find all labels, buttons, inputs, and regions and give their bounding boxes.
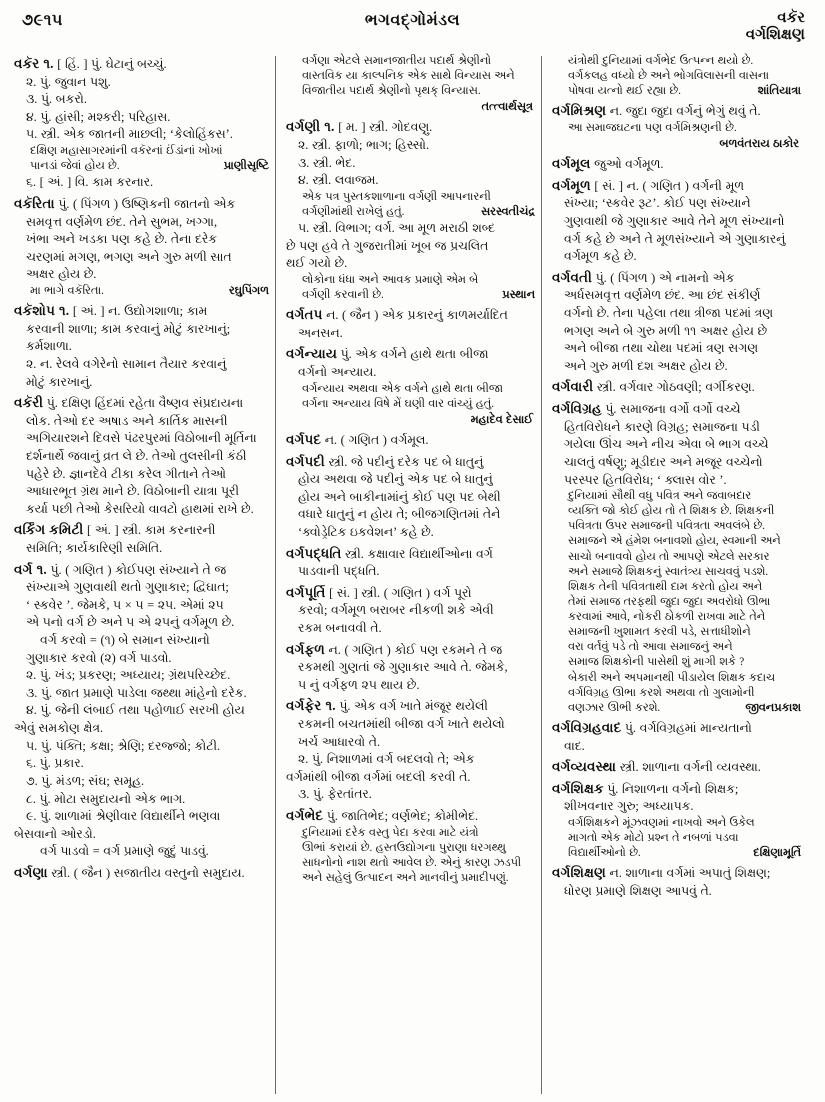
quotation-line: [14, 284, 269, 299]
quotation-line: પવિત્રતા ઉપર સમાજની પવિત્રતા અવલંબે છે.: [568, 520, 765, 533]
entry-line: સમિતિ; કાર્યકારિણી સમિતિ.: [26, 541, 163, 555]
running-head: [10, 8, 815, 54]
headword-line: વકૅરી પું. દક્ષિણ હિંદમાં રહેતા વૈષ્ણવ સંપ્રદાયના: [14, 395, 244, 411]
headword-line: વર્ગતપ ન. ( જૈન ) એક પ્રકારનું કાળમર્યાદિત: [286, 307, 508, 323]
quotation-text: વર્ગણીમાંથી રાખેલું હતું.: [302, 205, 405, 218]
headword-line: વર્ગવારી સ્ત્રી. વર્ગવાર ગોઠવણી; વર્ગીકરણ.: [552, 379, 755, 395]
sense-line: ૨. પું. જુવાન પશુ.: [26, 74, 111, 89]
entry-line: સંખ્યા; ‘સ્કવેર રૂટ’. કોઈ પણ સંખ્યાને: [564, 196, 751, 211]
quotation-text: વર્ગણી કરવાની છે.: [302, 289, 384, 302]
quotation-line: માગતો એક મોટો પ્રશ્ન તે નબળાં પડવા: [568, 832, 739, 845]
sense-line: ૨. પું. ખંડ; પ્રકરણ; અધ્યાય; ગ્રંથપરિચ્છેદ.: [26, 668, 231, 683]
quotation-line: વર્ગન્યાય અથવા એક વર્ગને હાથે થતા બીજા: [302, 382, 503, 395]
entry-line: રકમ બનાવવી તે.: [298, 620, 382, 635]
quotation-line: વિજાતીય પદાર્થ શ્રેણીનો પૃથક્ વિન્યાસ.: [302, 85, 481, 98]
entry-line: દર્શનાર્થે જવાનું વ્રત લે છે. તેઓ તુલસીની કંઠી: [26, 448, 247, 463]
sense-line: ૩. પું. બકરો.: [26, 92, 87, 107]
entry-line: ચાલતું વર્ષણુ; મૂડીદાર અને મજૂર વચ્ચેનો: [564, 454, 763, 469]
headword-line: વકૅશોપ ૧. [ અં. ] ન. ઉદ્યોગશાળા; કામ: [14, 303, 208, 319]
catchword-block: [746, 10, 805, 45]
sense-line: ૬. [ અં. ] વિ. કામ કરનાર.: [26, 175, 154, 190]
quotation-line: દક્ષિણ મહાસાગરમાંની વકૅરનાં ઈંડાંનાં ખોખાં: [30, 145, 223, 158]
entry-vakarita: [14, 194, 269, 299]
quotation-line: તેમાં સમાજ તરફથી જુદા જુદા અવરોધો ઊભા: [568, 595, 771, 608]
headword-line: વર્ગપદ ન. ( ગણિત ) વર્ગમૂલ.: [286, 431, 429, 447]
entry-line: ખર્ચ આધારવો તે.: [298, 734, 381, 749]
headword-line: વર્ગપૂર્તિ [ સં. ] સ્ત્રી. ( ગણિત ) વર્ગ પૂરો: [286, 584, 472, 600]
sense-line: ૭. પું. મંડળ; સંઘ; સમૂહ.: [26, 773, 145, 788]
quotation-line: વર્ગણા એટલે સમાનજાતીય પદાર્થ શ્રેણીનો: [302, 55, 492, 67]
sense-line: ૪. સ્ત્રી. લવાજમ.: [298, 173, 379, 188]
quotation-line: [286, 288, 535, 303]
quotation-line: વાસ્તવિક યા કાલ્પનિક એક સાથે વિન્યાસ અને: [302, 70, 515, 83]
source-citation: પ્રાણીસૃષ્ટિ: [223, 160, 269, 173]
headword-line: વર્ગભેદ પું. જાતિભેદ; વર્ણભેદ; કોમીભેદ.: [286, 808, 479, 824]
quotation-line: વર્ગના અન્યાય વિષે મેં ઘણી વાર વાંચ્યું હતું.: [302, 397, 495, 410]
entry-line: વાદ.: [564, 738, 585, 753]
quotation-line: વરા વર્તવું પડે તો આવા સમાજનું અને: [568, 641, 733, 654]
column-middle: [276, 54, 541, 1094]
source-citation: તત્ત્વાર્થસૂત્ર: [481, 101, 533, 114]
quotation-line: વર્ગકલહ વધ્યો છે અને ભોગવિલાસની વાસના: [568, 70, 770, 83]
entry-line: ભગણ અને બે ગુરુ મળી ૧૧ અક્ષર હોય છે: [564, 323, 768, 338]
entry-line: ‘ સ્કવેર ’. જેમકે, ૫ × ૫ = ૨૫. એમાં ૨૫: [26, 597, 224, 612]
sense-line: ૨. સ્ત્રી. ફાળો; ભાગ; હિસ્સો.: [298, 138, 430, 153]
quotation-line: અને સહેલું ઉત્પાદન અને માનવીનું પ્રમાદીપણું.: [302, 872, 509, 885]
source-citation: રઘુપિંગળ: [228, 284, 269, 297]
headword-line: વકૅર ૧. [ હિં. ] પું. ઘેટાનું બચ્ચું.: [14, 56, 167, 71]
entry-line: અને ગુરુ મળી દશ અક્ષર હોય છે.: [564, 358, 728, 373]
headword-line: વર્ગપદી સ્ત્રી. જે પદીનું દરેક પદ બે ધાતુનું: [286, 453, 484, 469]
sense-line: ૩. પું. ફેરતાંતર.: [298, 787, 372, 802]
quotation-line: વર્ગશિક્ષકને મૂંઝવણમાં નાખવો અને ઉકેલ: [568, 817, 755, 830]
source-citation: જીવનપ્રકાશ: [745, 701, 801, 714]
headword-line: વર્ગફેર ૧. પું. એક વર્ગ ખાતે મંજૂર થયેલી: [286, 698, 488, 714]
entry-vakar: [14, 54, 269, 192]
entry-varganyay: [286, 344, 535, 428]
source-citation: બળવંતરાય ઠાકોર: [719, 138, 799, 151]
quotation-block-vargana: [286, 54, 535, 115]
column-divider-1: [275, 56, 276, 1094]
quotation-line: [552, 84, 801, 99]
entry-line: કર્મશાળા.: [26, 339, 72, 354]
quotation-text: મા ભાગે વકૅરિતા.: [30, 284, 104, 297]
headword-line: વર્ગપદ્ધતિ સ્ત્રી. કક્ષાવાર વિદ્યાર્થીઓના વર્ગ: [286, 545, 493, 561]
entry-vargapad: [286, 430, 535, 450]
quotation-text: પોષવા યત્નો થઈ રહ્યા છે.: [568, 85, 681, 98]
entry-vargapaddhati: [286, 544, 535, 581]
entry-vargana: [14, 863, 269, 883]
entry-line: ખંભા અને ખડકા પણ કહે છે. તેના દરેક: [26, 232, 218, 247]
quotation-line: વ્યક્તિ જો કોઈ હોય તો તે શિક્ષક છે. શિક્ષકની: [568, 505, 775, 518]
headword-line: વર્ગશિક્ષક પું. નિશાળના વર્ગનો શિક્ષક;: [552, 780, 739, 796]
headword-line: વકૅરિતા પું. ( પિંગળ ) ઉષ્ણિકની જાતનો એક: [14, 195, 236, 211]
entry-vargafal: [286, 640, 535, 695]
entry-line: બેસવાનો ઓરડો.: [14, 826, 96, 841]
sense-line: ૫. સ્ત્રી. વિભાગ; વર્ગ. આ મૂળ મરાઠી શબ્દ: [298, 221, 496, 236]
quotation-line: કરવામાં આવે, નોકરી ઠોકળી રાખવા માટે તેને: [568, 611, 766, 624]
quotation-line: સાચો બનાવવો હોય તો આપણે એટલે સરકાર: [568, 550, 770, 563]
entry-line: ચરણમાં મગણ, ભગણ અને ગુરુ મળી સાત: [26, 249, 232, 264]
quotation-block-vargabhed: [552, 54, 801, 99]
page-number: ૭૯૧૫: [22, 12, 63, 29]
subentry-line: વર્ગ પાડવો = વર્ગ પ્રમાણે જુદું પાડવું.: [40, 844, 209, 859]
entry-line: સમવૃત્ત વર્ણમેળ છંદ. તેને સુભમ, ખગ્ગા,: [26, 214, 218, 229]
quotation-line: [552, 846, 801, 861]
entry-vakarshop: [14, 301, 269, 391]
sense-line: ૬. પું. પ્રકાર.: [26, 756, 84, 771]
entry-line: કર્યા પછી તેઓ કેસરિયો વાવટો હાથમાં રાખે છે.: [26, 501, 254, 516]
entry-vargatap: [286, 305, 535, 342]
column-container: [10, 54, 815, 1094]
entry-line: રકમથી ગુણતાં જે ગુણાકાર આવે તે. જેમકે,: [298, 660, 508, 675]
headword-line: વર્ગફળ ન. ( ગણિત ) કોઈ પણ રકમને તે જ: [286, 641, 503, 657]
entry-line: આધારભૂત ગ્રંથ માને છે. વિઠોબાની યાત્રા પૂરી: [26, 484, 240, 499]
entry-vargamul: [552, 154, 801, 174]
entry-vargapadi: [286, 452, 535, 542]
entry-line: થઈ ગયો છે.: [286, 256, 348, 271]
entry-working-committee: [14, 520, 269, 557]
entry-line: શીખવનાર ગુરુ; અધ્યાપક.: [564, 799, 694, 814]
entry-varg: [14, 560, 269, 861]
entry-vargapurti: [286, 583, 535, 638]
source-citation: શાંતિયાત્રા: [757, 85, 801, 98]
entry-line: વર્ગનો અન્યાય.: [298, 365, 377, 379]
sense-line: ૮. પું. મોટા સમુદાયનો એક ભાગ.: [26, 791, 186, 806]
headword-line: વર્ગન્યાય પું. એક વર્ગને હાથે થતા બીજા: [286, 346, 489, 362]
entry-vargashikshak: [552, 779, 801, 862]
entry-line: અક્ષર હોય છે.: [26, 267, 97, 282]
entry-line: કરવો; વર્ગમૂળ બરાબર નીકળી શકે એવી: [298, 603, 494, 618]
entry-line: લોક. તેઓ દર અષાડ અને કાર્તિક માસની: [26, 413, 228, 428]
entry-line: અગિયારશને દિવસે પંઢરપુરમાં વિઠોબાની મૂર્તિના: [26, 431, 257, 446]
headword-line: વર્ગશિક્ષણ ન. શાળાના વર્ગમાં અપાતું શિક્ષણ;: [552, 865, 771, 881]
entry-vargamool: [552, 176, 801, 266]
sense-line: ૩. સ્ત્રી. ભેદ.: [298, 155, 356, 170]
entry-line: વધારે ધાતુનું ન હોય તે; બીજગણિતમાં તેને: [298, 507, 501, 522]
quotation-line: અને સમાજે શિક્ષકનું સ્વાતંત્ર્ય સાચવવું પડશે.: [568, 565, 769, 578]
quotation-line: [14, 159, 269, 174]
source-citation: પ્રસ્થાન: [502, 289, 535, 302]
quotation-line: આ સમાજઘટના પણ વર્ગમિશ્રણની છે.: [568, 121, 737, 134]
entry-vargani: [286, 117, 535, 303]
entry-line: ‘ક્વોડ્રેટિક ઇકવેશન’ કહે છે.: [298, 524, 434, 539]
quotation-line: [286, 205, 535, 220]
headword-line: વર્ગવતી પું. ( પિંગળ ) એ નામનો એક: [552, 269, 735, 285]
entry-line: પહેરે છે. જ્ઞાનદેવે ટીકા કરેલ ગીતાને તેઓ: [26, 466, 226, 481]
entry-vargavari: [552, 377, 801, 397]
quotation-line: બેકારી અને અપમાનથી પીડાયેલ શિક્ષક કદાચ: [568, 671, 776, 684]
sense-line: ૯. પું. શાળામાં શ્રેણીવાર વિદ્યાર્થીને ભણવા: [26, 809, 221, 824]
quotation-line: સમાજને એ હંમેશ બનાવશો હોય, સ્વમાની અને: [568, 535, 781, 548]
quotation-line: સાધનોનો નાશ થતો આવેલ છે. એનું કારણ ઝડપી: [302, 856, 522, 869]
entry-line: ગયેલા ઊંચ અને નીચ એવા બે ભાગ વચ્ચે: [564, 437, 769, 452]
quotation-line: સમાજ શિક્ષકોની પાસેથી શું માગી શકે ?: [568, 656, 745, 669]
quotation-line: લોકોના ધંધા અને આવક પ્રમાણે એમ બે: [302, 273, 479, 286]
entry-line: હોય અથવા જે પદીનું એક પદ બે ધાતુનું: [298, 472, 493, 487]
entry-vargabhed: [286, 806, 535, 886]
column-right: [542, 54, 807, 1094]
headword-line: વર્ગવ્યવસ્થા સ્ત્રી. શાળાના વર્ગની વ્યવસ્થા.: [552, 759, 761, 775]
headword-line: વર્ગમૂળ [ સં. ] ન. ( ગણિત ) વર્ગની મૂળ: [552, 177, 744, 193]
entry-line: ૫ નું વર્ગફળ ૨૫ થાય છે.: [298, 677, 420, 692]
headword-line: વર્ગણા સ્ત્રી. ( જૈન ) સજાતીય વસ્તુનો સમુદાય.: [14, 864, 245, 880]
entry-line: એ ૫નો વર્ગ છે અને ૫ એ ૨૫નું વર્ગમૂળ છે.: [26, 615, 235, 630]
catchword-top: વકૅર: [777, 10, 805, 26]
sense-line: ૩. પું. જાત પ્રમાણે પાડેલા જથ્થા માંહેનો દરેક.: [26, 685, 247, 700]
entry-line: અનસન.: [298, 325, 343, 340]
book-title: ભગવદ્ગોમંડલ: [364, 12, 461, 29]
sense-line: ૪. પું. જેની લંબાઈ તથા પહોળાઈ સરખી હોય: [26, 703, 245, 718]
subentry-line: વર્ગ કરવો = (૧) બે સમાન સંખ્યાનો: [40, 633, 210, 648]
entry-line: પાડવાની પદ્ધતિ.: [298, 564, 380, 579]
entry-line: એવું સમકોણ ક્ષેત્ર.: [14, 721, 104, 736]
entry-line: કરવાની શાળા; કામ કરવાનું મોટું કારખાનું;: [26, 321, 231, 336]
quotation-text: પાનડાં જેવાં હોય છે.: [30, 160, 120, 173]
source-citation: સરસ્વતીચંદ્ર: [480, 205, 535, 218]
source-citation: મહાદેવ દેસાઈ: [470, 413, 533, 426]
source-citation: દક્ષિણામૂર્તિ: [753, 847, 801, 860]
entry-line: છે પણ હવે તે ગુજરાતીમાં ખૂબ જ પ્રચલિત: [286, 238, 489, 253]
quotation-line: [552, 701, 801, 716]
quotation-text: વણઝાર ઊભી કરશે.: [568, 701, 661, 714]
quotation-line: સમાજની ખુશામત કરવી પડે, સત્તાધીશોને: [568, 626, 751, 639]
column-left: [10, 54, 275, 1094]
quotation-line: શિક્ષક તેની પવિત્રતાથી દામ કરતો હોય અને: [568, 580, 763, 593]
headword-line: વર્ગવિગ્રહવાદ પું. વર્ગવિગ્રહમાં માન્યતાનો: [552, 719, 752, 735]
entry-vargamishran: [552, 101, 801, 152]
entry-line: ગુણવાથી જે ગુણાકાર આવે તેને મૂળ સંખ્યાનો: [564, 213, 785, 228]
subentry-line: ગુણાકાર કરવો (૨) વર્ગ પાડવો.: [26, 650, 172, 665]
entry-vargafer: [286, 696, 535, 804]
entry-line: વર્ગનો છે. તેના પહેલા તથા ત્રીજા પદમાં ત્રણ: [564, 306, 774, 321]
headword-line: વર્ગમૂલ જુઓ વર્ગમૂળ.: [552, 156, 664, 172]
headword-line: વર્ગ ૧. પું. ( ગણિત ) કોઈપણ સંખ્યાને તે જ: [14, 561, 227, 577]
entry-line: પરસ્પર હિતવિરોધ; ‘ ક્લાસ વોર ’.: [564, 472, 727, 487]
quotation-line: વર્ગવિગ્રહ ઊભા કરશે અથવા તો ગુલામોની: [568, 686, 755, 699]
quotation-line: એક પત્ર પુસ્તકશાળાના વર્ગણી આપનારની: [302, 190, 491, 203]
entry-line: ધોરણ પ્રમાણે શિક્ષણ આપવું તે.: [564, 884, 712, 899]
sense-line: ૪. પું. હાંસી; મશ્કરી; પરિહાસ.: [26, 109, 171, 124]
quotation-line: દુનિયામાં દરેક વસ્તુ પેદા કરવા માટે યંત્રો: [302, 826, 479, 839]
quotation-text: વિદ્યાર્થીઓનો છે.: [568, 847, 641, 860]
catchword-bottom: વર્ગશિક્ષણ: [745, 27, 805, 44]
entry-line: અર્ધસમવૃત્ત વર્ણમેળ છંદ. આ છંદ સંકીર્ણ: [564, 288, 761, 303]
entry-vargavyavastha: [552, 757, 801, 777]
headword-line: વર્ગમિશ્રણ ન. જુદા જુદા વર્ગનું ભેગું થવું તે.: [552, 103, 761, 119]
entry-line: હોય અને બાકીનામાંનું કોઈ પણ પદ બેથી: [298, 489, 501, 504]
entry-line: સંખ્યાએ ગુણવાથી થતો ગુણાકાર; દ્વિઘાત;: [26, 580, 229, 595]
sense-line: ૨. ન. રેલવે વગેરેનો સામાન તૈયાર કરવાનું: [26, 356, 227, 371]
entry-vargashikshan: [552, 863, 801, 900]
entry-vargavigrahvad: [552, 718, 801, 755]
sense-line: ૨. પું. નિશાળમાં વર્ગ બદલવો તે; એક: [298, 752, 475, 767]
entry-line: અને બીજા તથા ચોથા પદમાં ત્રણ સગણ: [564, 341, 759, 356]
entry-line: વર્ગમૂળ કહે છે.: [564, 249, 637, 264]
entry-vakari: [14, 393, 269, 518]
entry-line: વર્ગમાંથી બીજા વર્ગમાં બદલી કરવી તે.: [286, 769, 471, 784]
quotation-line: દુનિયામાં સૌથી વધુ પવિત્ર અને જવાબદાર: [568, 490, 752, 503]
sense-line: ૫. સ્ત્રી. એક જાતની માછલી; ‘કેલોહિંકસ’.: [26, 127, 233, 142]
headword-line: વર્ગવિગ્રહ પું. સમાજના વર્ગો વર્ગો વચ્ચે: [552, 401, 741, 417]
column-divider-2: [541, 56, 542, 1094]
entry-line: રકમની બચતમાંથી બીજા વર્ગ ખાતે થયેલો: [298, 717, 505, 732]
headword-line: વર્ગણી ૧. [ મ. ] સ્ત્રી. ગોદવણુ.: [286, 119, 433, 135]
sense-line: ૫. પું. પંક્તિ; કક્ષા; શ્રેણિ; દરજ્જો; કોટી.: [26, 738, 221, 753]
entry-line: વર્ગ કહે છે અને તે મૂળસંખ્યાને એ ગુણાકારનું: [564, 231, 786, 246]
entry-vargavati: [552, 268, 801, 376]
headword-line: વર્કિંગ કમિટી [ અં. ] સ્ત્રી. કામ કરનારની: [14, 522, 216, 538]
quotation-line: યંત્રોથી દુનિયામાં વર્ગભેદ ઉત્પન્ન થયો છે.: [568, 55, 754, 67]
entry-line: મોટું કારખાનું.: [26, 374, 93, 389]
quotation-line: ઊભાં કરાયાં છે. હસ્તઉદ્યોગના પુરાણા ધરગથ્થુ: [302, 841, 506, 854]
entry-line: હિતવિરોધને કારણે વિગ્રહ; સમાજના પડી: [564, 419, 760, 434]
entry-vargavigrah: [552, 399, 801, 716]
